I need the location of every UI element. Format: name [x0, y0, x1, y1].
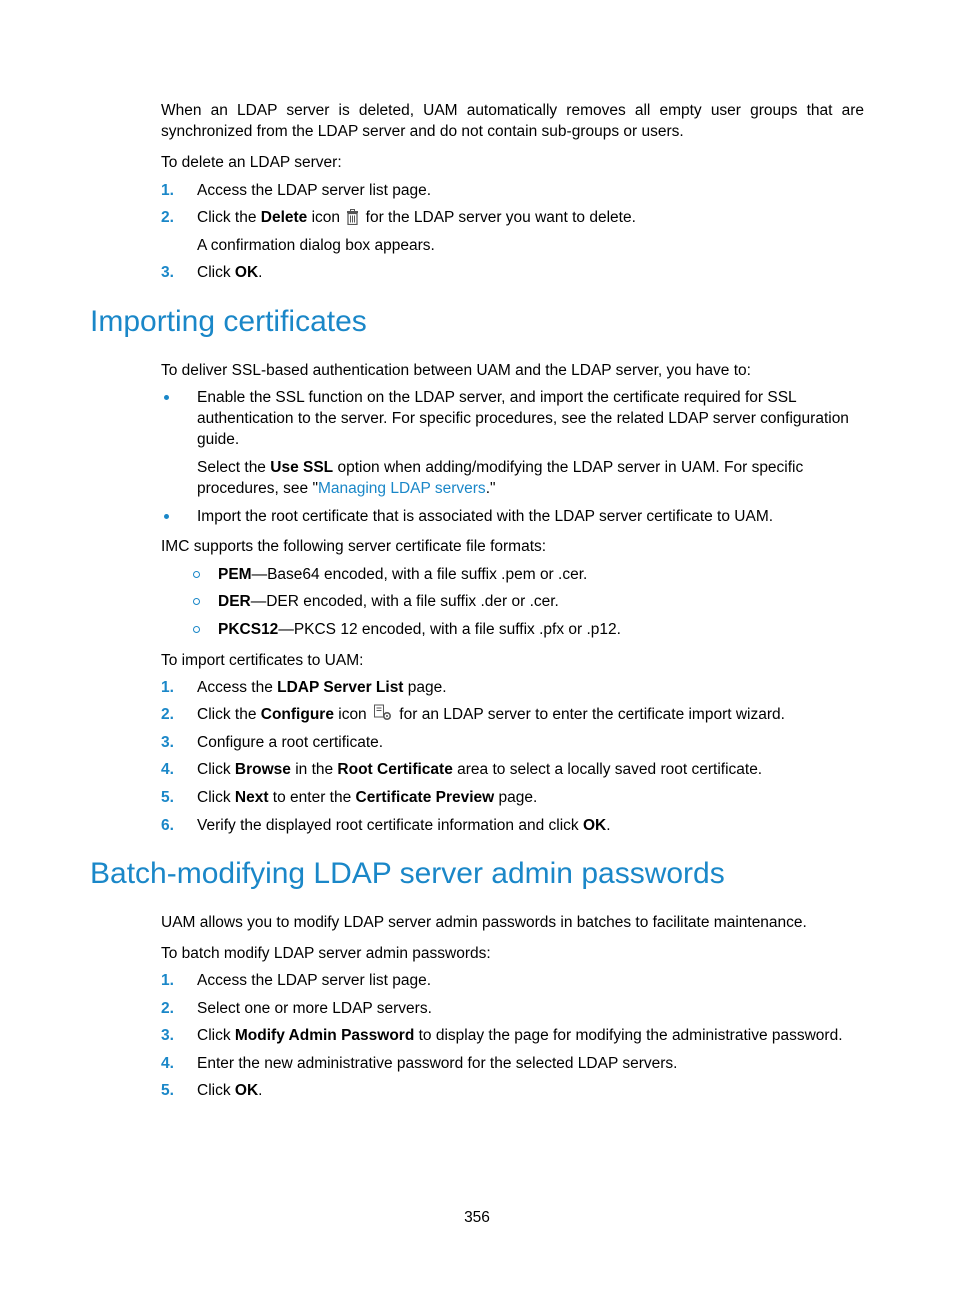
section-paragraph: To batch modify LDAP server admin passwords: [161, 945, 491, 962]
configure-icon [373, 704, 393, 722]
page-number: 356 [464, 1209, 490, 1226]
section-paragraph: To deliver SSL-based authentication between UAM and the LDAP server, you have to: [161, 362, 751, 379]
section-paragraph: To import certificates to UAM: [161, 652, 364, 669]
trash-icon [346, 209, 359, 225]
bullet-icon [164, 514, 169, 519]
bullet-icon [164, 395, 169, 400]
managing-ldap-servers-link[interactable]: Managing LDAP servers [317, 480, 486, 497]
intro-paragraph: When an LDAP server is deleted, UAM automatically removes all empty user groups that are synchronized from the LDAP server and do not contain sub-groups or users. [161, 102, 864, 140]
section-heading: Batch-modifying LDAP server admin passwords [90, 857, 725, 890]
section-paragraph: UAM allows you to modify LDAP server admin passwords in batches to facilitate maintenance. [161, 914, 807, 931]
section-paragraph: IMC supports the following server certificate file formats: [161, 538, 547, 555]
delete-instruction: To delete an LDAP server: [161, 154, 342, 171]
circle-bullet-icon [193, 626, 200, 633]
circle-bullet-icon [193, 598, 200, 605]
document-page: When an LDAP server is deleted, UAM automatically removes all empty user groups that are synchronized from the LDAP server and do not contain sub-groups or users. To delete an LDAP server: 1. Access the LDAP server list page. 2. Click the Delete icon for the LDAP server you want to delete. A confirmation dialog box appears. 3. Click OK. Importing certificates To deliver SSL-based authentication between UAM and the LDAP server, you have to: Enable the SSL function on the LDAP server, and import the certificate required for SSL authentication to the server. For specific procedures, see the related LDAP server configuration guide. Select the Use SSL option when adding/modifying the LDAP server in UAM. For specific procedures, see "Managing LDAP servers." Import the root certificate that is associated with the LDAP server certificate to UAM. IMC supports the following server certificate file formats: PEM—Base64 encoded, with a file suffix .pem or .cer. DER—DER encoded, with a file suffix .der or .cer. PKCS12—PKCS 12 encoded, with a file suffix .pfx or .p12. To import certificates to UAM: 1. Access the LDAP Server List page. 2. Click the Configure icon for an LDAP server to enter the certificate import wizard. 3. Configure a root certificate. 4. Click Browse in the Root Certificate area to select a locally saved root certificate. 5. Click Next to enter the Certificate Preview page. 6. Verify the displayed root certificate information and click OK. Batch-modifying LDAP server admin passwords UAM allows you to modify LDAP server admin passwords in batches to facilitate maintenance. To batch modify LDAP server admin passwords: 1. Access the LDAP server list page. 2. Select one or more LDAP servers. 3. Click Modify Admin Password to display the page for modifying the administrative password. 4. Enter the new administrative password for the selected LDAP servers. 5. Click OK. 356 [0, 0, 954, 1296]
circle-bullet-icon [193, 571, 200, 578]
section-heading: Importing certificates [90, 305, 367, 338]
